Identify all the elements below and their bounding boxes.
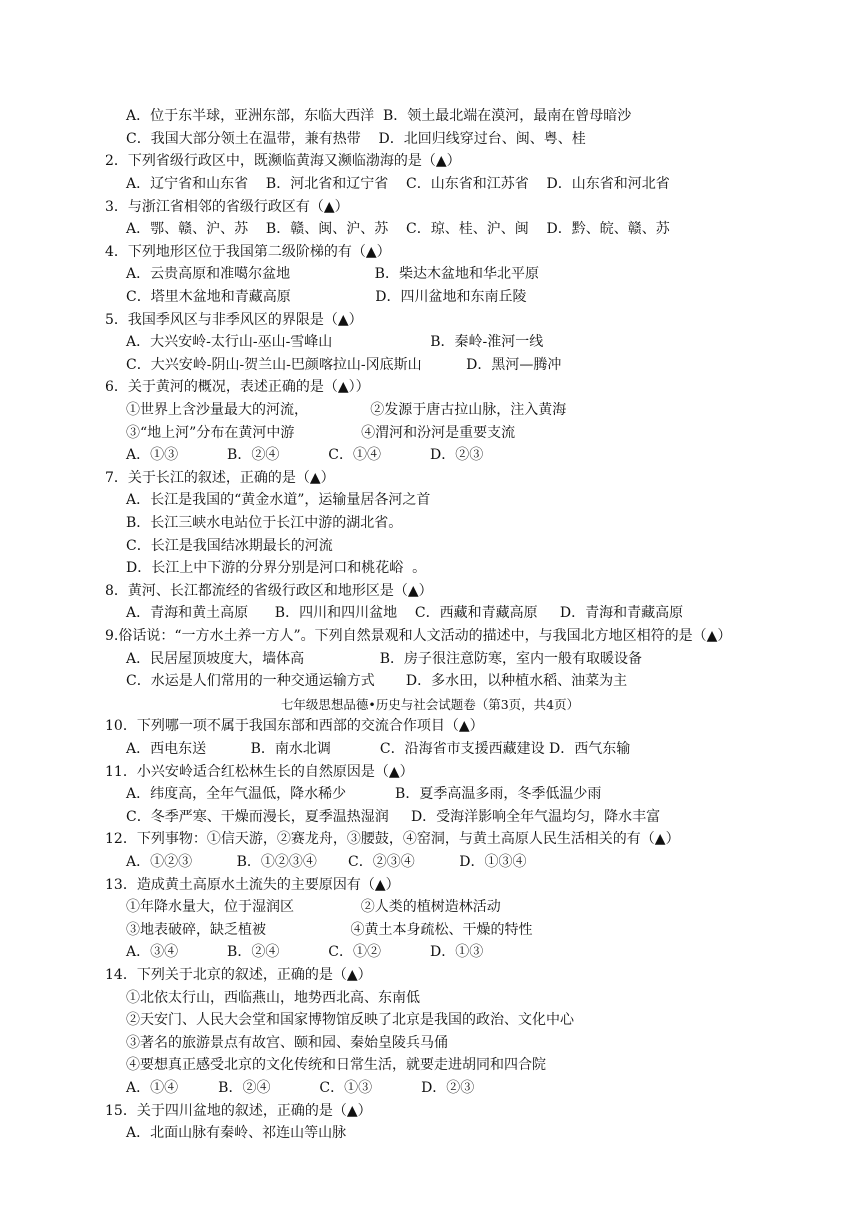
question-stem: 6．关于黄河的概况，表述正确的是（▲）） [105, 379, 370, 395]
option-line: D．长江上中下游的分界分别是河口和桃花峪 。 [126, 560, 427, 576]
option-line: A．西电东送 B．南水北调 C．沿海省市支援西藏建设 D．西气东输 [126, 741, 631, 757]
option-line: C．大兴安岭-阴山-贺兰山-巴颜喀拉山-冈底斯山 D．黑河—腾冲 [126, 357, 562, 373]
option-line: A．③④ B．②④ C．①② D．①③ [126, 944, 484, 960]
statement-line: ③地表破碎，缺乏植被 ④黄土本身疏松、干燥的特性 [126, 922, 533, 938]
option-line: A．云贵高原和准噶尔盆地 B．柴达木盆地和华北平原 [126, 266, 539, 282]
question-stem: 2．下列省级行政区中，既濒临黄海又濒临渤海的是（▲） [105, 153, 461, 169]
question-stem: 11．小兴安岭适合红松林生长的自然原因是（▲） [105, 764, 414, 780]
statement-line: ③“地上河”分布在黄河中游 ④渭河和汾河是重要支流 [126, 425, 516, 441]
statement-line: ③著名的旅游景点有故宫、颐和园、秦始皇陵兵马俑 [126, 1035, 448, 1051]
option-line: A．位于东半球，亚洲东部，东临大西洋 B．领土最北端在漠河，最南在曾母暗沙 [126, 108, 632, 124]
option-line: B．长江三峡水电站位于长江中游的湖北省。 [126, 515, 403, 531]
question-stem: 5．我国季风区与非季风区的界限是（▲） [105, 312, 363, 328]
option-line: A．青海和黄土高原 B．四川和四川盆地 C．西藏和青藏高原 D．青海和青藏高原 [126, 605, 684, 621]
question-stem: 8．黄河、长江都流经的省级行政区和地形区是（▲） [105, 583, 433, 599]
option-line: A．大兴安岭-太行山-巫山-雪峰山 B．秦岭-淮河一线 [126, 334, 544, 350]
question-stem: 3．与浙江省相邻的省级行政区有（▲） [105, 199, 349, 215]
question-stem: 15．关于四川盆地的叙述，正确的是（▲） [105, 1103, 372, 1119]
statement-line: ④要想真正感受北京的文化传统和日常生活，就要走进胡同和四合院 [126, 1057, 546, 1073]
option-line: A．长江是我国的“黄金水道”，运输量居各河之首 [126, 492, 431, 508]
option-line: C．我国大部分领土在温带，兼有热带 D．北回归线穿过台、闽、粤、桂 [126, 131, 586, 147]
question-stem: 10．下列哪一项不属于我国东部和西部的交流合作项目（▲） [105, 718, 484, 734]
option-line: A．辽宁省和山东省 B．河北省和辽宁省 C．山东省和江苏省 D．山东省和河北省 [126, 176, 670, 192]
question-stem: 4．下列地形区位于我国第二级阶梯的有（▲） [105, 244, 391, 260]
option-line: A．纬度高，全年气温低，降水稀少 B．夏季高温多雨，冬季低温少雨 [126, 786, 602, 802]
question-stem: 13．造成黄土高原水土流失的主要原因有（▲） [105, 877, 400, 893]
statement-line: ①世界上含沙量最大的河流， ②发源于唐古拉山脉，注入黄海 [126, 402, 567, 418]
option-line: A．北面山脉有秦岭、祁连山等山脉 [126, 1125, 347, 1141]
page-footer: 七年级思想品德•历史与社会试题卷（第3页，共4页） [280, 697, 580, 712]
question-stem: 12．下列事物：①信天游，②赛龙舟，③腰鼓，④窑洞，与黄土高原人民生活相关的有（▲） [105, 831, 680, 847]
option-line: A．①④ B．②④ C．①③ D．②③ [126, 1080, 475, 1096]
option-line: A．①②③ B．①②③④ C．②③④ D．①③④ [126, 854, 527, 870]
option-line: C．冬季严寒、干燥而漫长，夏季温热湿润 D．受海洋影响全年气温均匀，降水丰富 [126, 809, 661, 825]
option-line: A．鄂、赣、沪、苏 B．赣、闽、沪、苏 C．琼、桂、沪、闽 D．黔、皖、赣、苏 [126, 221, 670, 237]
option-line: C．长江是我国结冰期最长的河流 [126, 538, 333, 554]
option-line: C．水运是人们常用的一种交通运输方式 D．多水田，以种植水稻、油菜为主 [126, 673, 628, 689]
question-stem: 7．关于长江的叙述，正确的是（▲） [105, 470, 335, 486]
question-stem: 14．下列关于北京的叙述，正确的是（▲） [105, 967, 372, 983]
option-line: A．①③ B．②④ C．①④ D．②③ [126, 447, 484, 463]
statement-line: ①年降水量大，位于湿润区 ②人类的植树造林活动 [126, 899, 501, 915]
option-line: C．塔里木盆地和青藏高原 D．四川盆地和东南丘陵 [126, 289, 527, 305]
option-line: A．民居屋顶坡度大，墙体高 B．房子很注意防寒，室内一般有取暖设备 [126, 651, 643, 667]
question-stem: 9.俗话说：“一方水土养一方人”。下列自然景观和人文活动的描述中，与我国北方地区相符的是（▲） [105, 628, 732, 644]
statement-line: ②天安门、人民大会堂和国家博物馆反映了北京是我国的政治、文化中心 [126, 1012, 574, 1028]
statement-line: ①北依太行山，西临燕山，地势西北高、东南低 [126, 990, 420, 1006]
